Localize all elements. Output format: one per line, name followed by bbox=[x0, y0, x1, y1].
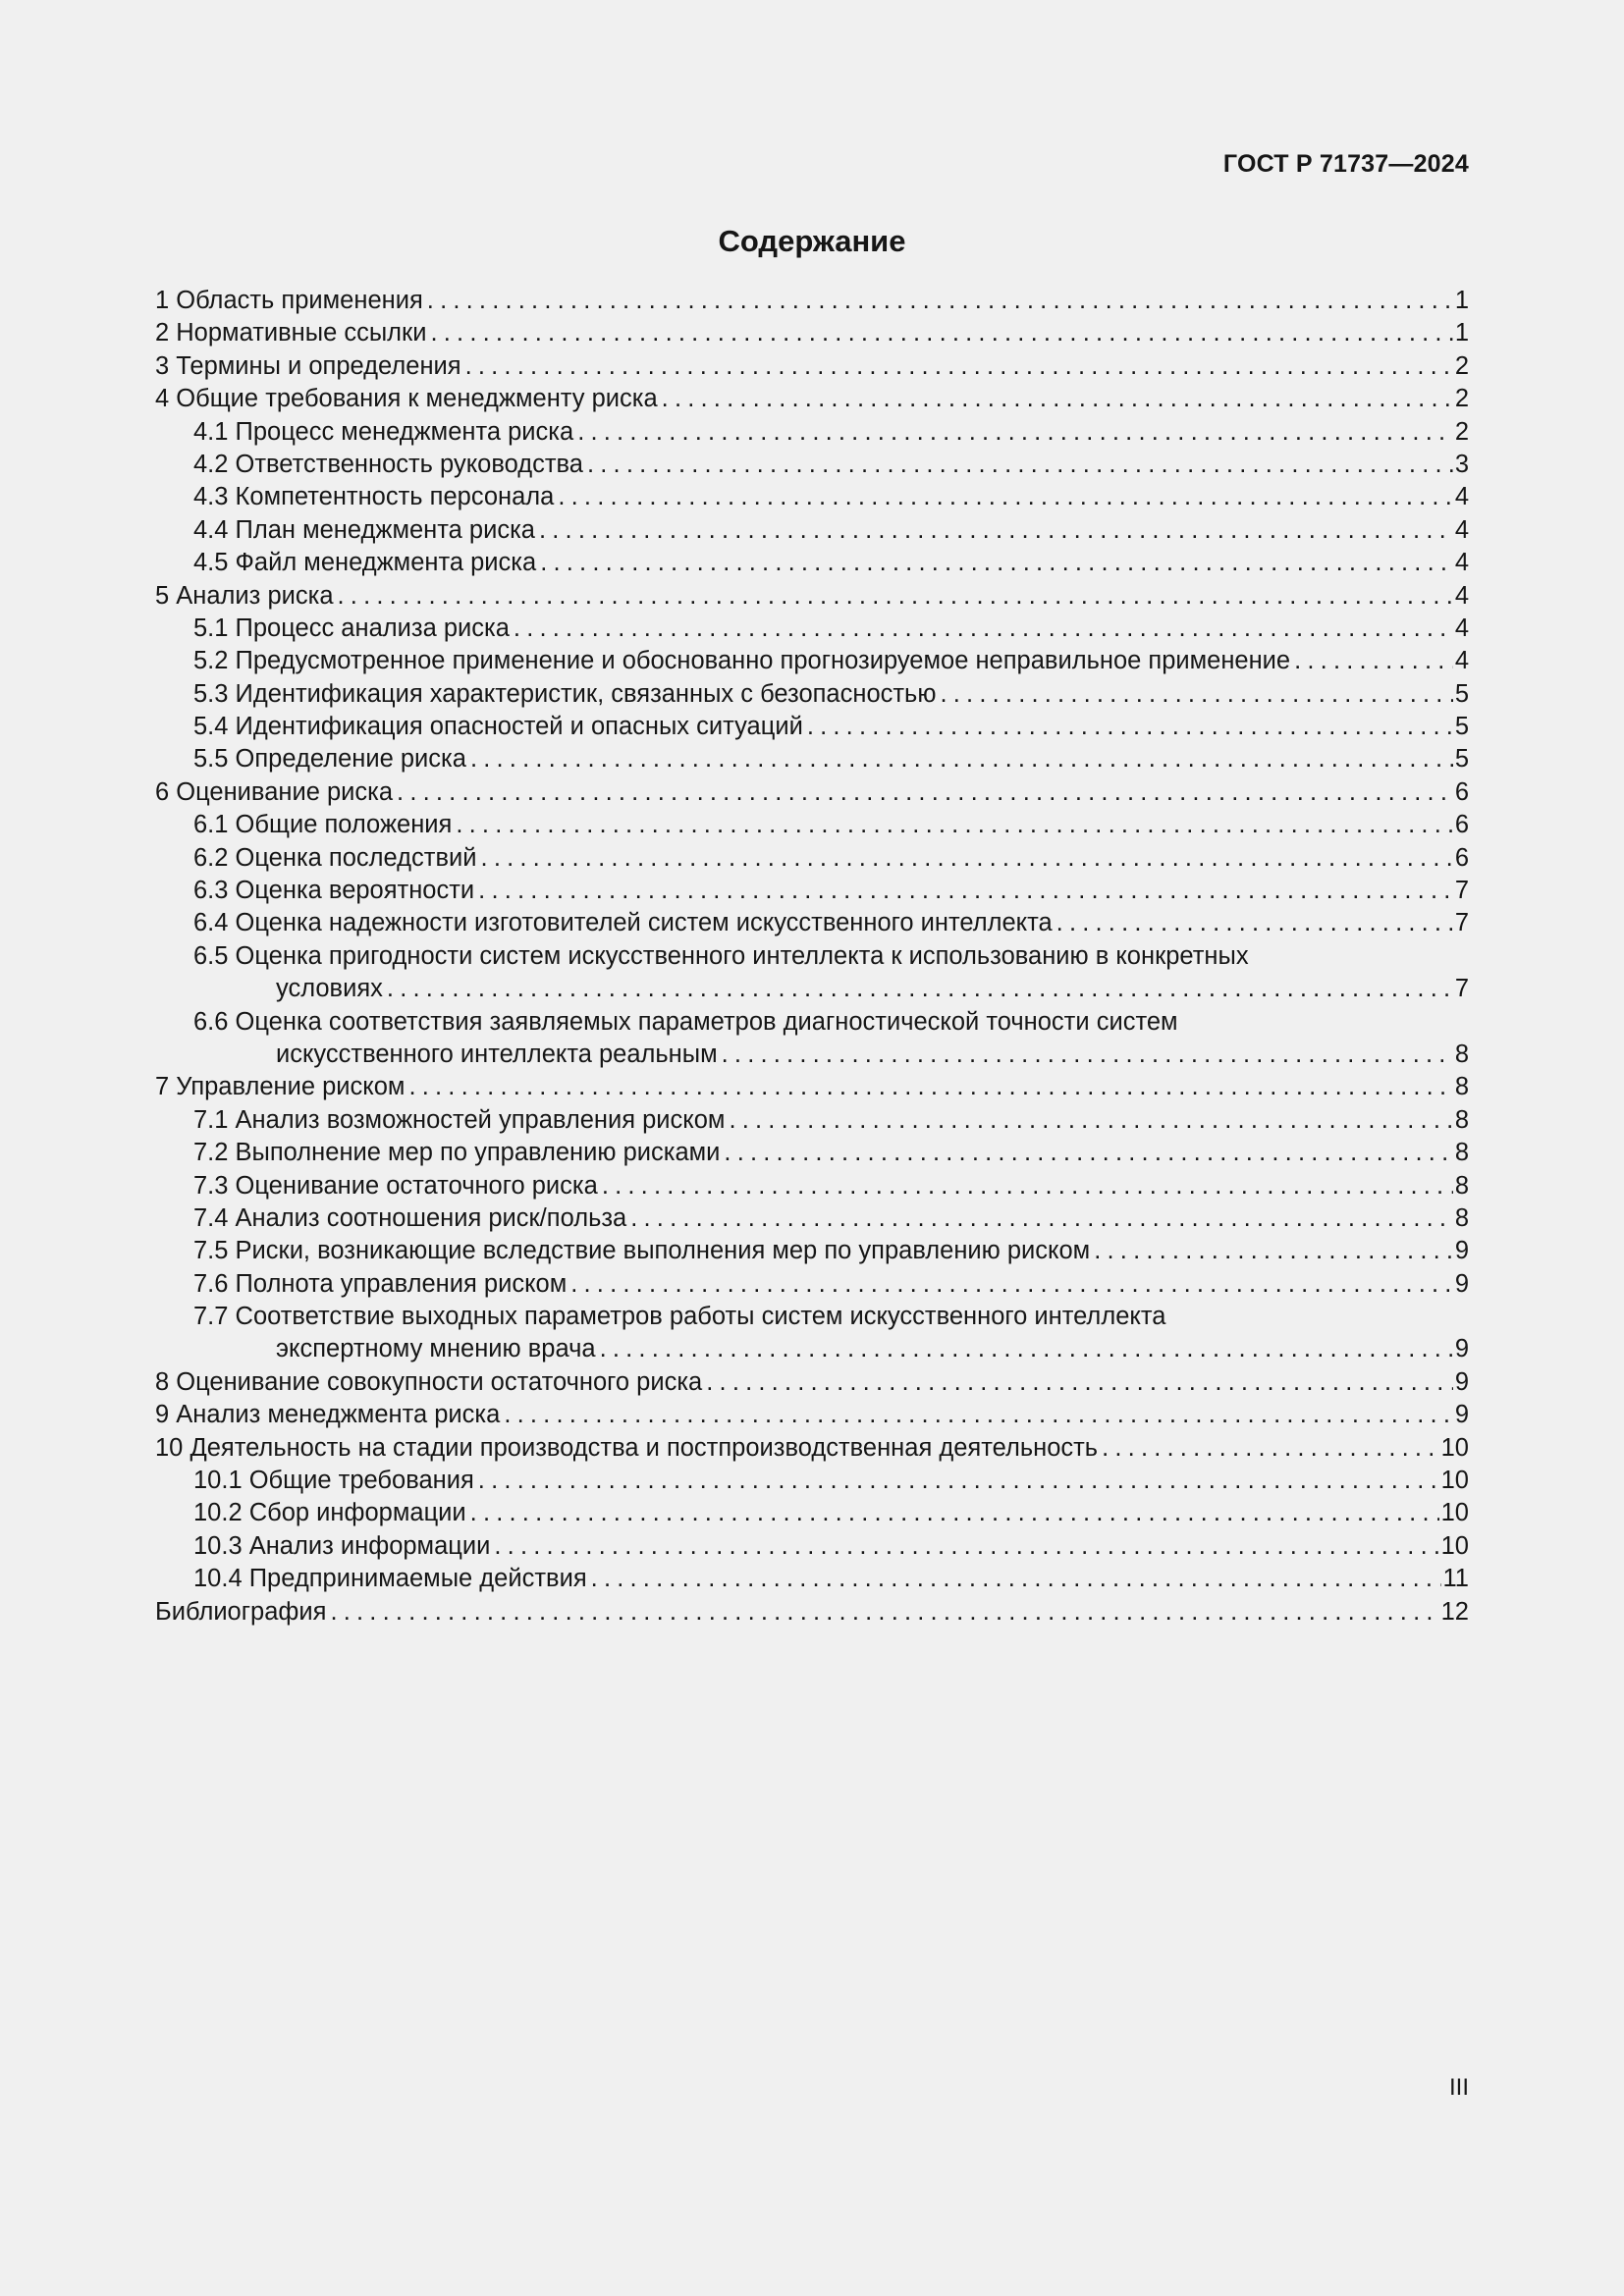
toc-entry-label: 5 Анализ риска bbox=[155, 581, 334, 610]
toc-entry-label: Библиография bbox=[155, 1597, 327, 1626]
leader-dots bbox=[456, 809, 1452, 841]
toc-entry[interactable] bbox=[155, 350, 1469, 383]
toc-entry-page: 6 bbox=[1454, 811, 1469, 839]
leader-dots bbox=[570, 1268, 1453, 1301]
toc-entry-page: 1 bbox=[1454, 286, 1469, 314]
leader-dots bbox=[722, 1039, 1453, 1071]
toc-entry-label: 4 Общие требования к менеджменту риска bbox=[155, 385, 658, 413]
toc-entry-continuation bbox=[193, 1334, 1469, 1366]
toc-entry-page: 2 bbox=[1454, 351, 1469, 380]
leader-dots bbox=[330, 1596, 1438, 1629]
toc-entry-label: 7.6 Полнота управления риском bbox=[193, 1269, 568, 1298]
toc-entry-page: 10 bbox=[1440, 1531, 1469, 1560]
toc-entry-label: 4.2 Ответственность руководства bbox=[193, 450, 583, 478]
leader-dots bbox=[427, 285, 1453, 317]
toc-entry[interactable] bbox=[155, 743, 1469, 775]
toc-entry[interactable] bbox=[155, 1432, 1469, 1465]
leader-dots bbox=[600, 1333, 1453, 1365]
toc-entry[interactable] bbox=[155, 776, 1469, 809]
toc-entry[interactable] bbox=[155, 613, 1469, 645]
toc-entry[interactable] bbox=[155, 1137, 1469, 1169]
page-number: III bbox=[1448, 2074, 1469, 2101]
toc-entry-label: 4.4 План менеджмента риска bbox=[193, 515, 535, 544]
toc-entry-label: 7.5 Риски, возникающие вследствие выполнения мер по управлению риском bbox=[193, 1237, 1091, 1265]
toc-entry-label: 5.2 Предусмотренное применение и обоснованно прогнозируемое неправильное применение bbox=[193, 647, 1291, 675]
toc-entry-page: 9 bbox=[1454, 1367, 1469, 1396]
toc-entry[interactable] bbox=[155, 678, 1469, 711]
leader-dots bbox=[478, 1465, 1439, 1497]
toc-entry[interactable] bbox=[155, 317, 1469, 349]
toc-entry-label: 8 Оценивание совокупности остаточного риска bbox=[155, 1367, 703, 1396]
toc-entry-page: 9 bbox=[1454, 1237, 1469, 1265]
toc-entry-label: 6.3 Оценка вероятности bbox=[193, 877, 475, 905]
leader-dots bbox=[338, 580, 1453, 613]
toc-entry-page: 4 bbox=[1454, 581, 1469, 610]
toc-entry-label: 7 Управление риском bbox=[155, 1073, 406, 1101]
toc-entry[interactable] bbox=[155, 1104, 1469, 1137]
document-code: ГОСТ Р 71737—2024 bbox=[1222, 150, 1469, 178]
toc-entry[interactable] bbox=[155, 1202, 1469, 1235]
toc-entry-label: 4.1 Процесс менеджмента риска bbox=[193, 417, 574, 446]
leader-dots bbox=[940, 678, 1452, 711]
toc-entry[interactable] bbox=[155, 449, 1469, 481]
toc-entry[interactable] bbox=[155, 711, 1469, 743]
toc-entry[interactable] bbox=[155, 809, 1469, 841]
toc-entry-multiline[interactable] bbox=[155, 940, 1469, 1006]
toc-entry-page: 8 bbox=[1454, 1139, 1469, 1167]
leader-dots bbox=[397, 776, 1453, 809]
toc-entry-label-line1: 6.5 Оценка пригодности систем искусственного интеллекта к использованию в конкретных bbox=[193, 941, 1249, 970]
toc-entry-label: 10.1 Общие требования bbox=[193, 1467, 474, 1495]
toc-entry[interactable] bbox=[155, 1465, 1469, 1497]
toc-entry[interactable] bbox=[155, 1268, 1469, 1301]
toc-entry-label-line2: условиях bbox=[276, 975, 383, 1003]
leader-dots bbox=[478, 875, 1453, 907]
toc-entry-label: 9 Анализ менеджмента риска bbox=[155, 1401, 501, 1429]
toc-entry[interactable] bbox=[155, 1071, 1469, 1103]
toc-entry[interactable] bbox=[155, 1235, 1469, 1267]
toc-entry-page: 8 bbox=[1454, 1073, 1469, 1101]
leader-dots bbox=[465, 350, 1453, 383]
toc-entry-page: 8 bbox=[1454, 1105, 1469, 1134]
toc-entry-label: 4.5 Файл менеджмента риска bbox=[193, 549, 537, 577]
leader-dots bbox=[504, 1399, 1452, 1431]
toc-entry[interactable] bbox=[155, 481, 1469, 513]
toc-entry[interactable] bbox=[155, 547, 1469, 579]
toc-entry-label: 2 Нормативные ссылки bbox=[155, 319, 427, 347]
leader-dots bbox=[602, 1170, 1453, 1202]
toc-entry-page: 8 bbox=[1454, 1171, 1469, 1200]
toc-entry[interactable] bbox=[155, 1366, 1469, 1399]
toc-entry-page: 8 bbox=[1454, 1040, 1469, 1068]
toc-entry-page: 4 bbox=[1454, 515, 1469, 544]
toc-entry-continuation bbox=[193, 973, 1469, 1005]
toc-entry-label: 6.4 Оценка надежности изготовителей систем искусственного интеллекта bbox=[193, 909, 1053, 937]
toc-entry-page: 7 bbox=[1454, 975, 1469, 1003]
toc-entry-page: 2 bbox=[1454, 385, 1469, 413]
toc-entry-continuation bbox=[193, 1039, 1469, 1071]
toc-entry-multiline[interactable] bbox=[155, 1301, 1469, 1366]
toc-entry-page: 2 bbox=[1454, 417, 1469, 446]
table-of-contents bbox=[155, 285, 1469, 1629]
toc-entry[interactable] bbox=[155, 1530, 1469, 1563]
leader-dots bbox=[558, 481, 1452, 513]
leader-dots bbox=[430, 317, 1452, 349]
toc-entry-label: 10.3 Анализ информации bbox=[193, 1531, 491, 1560]
toc-entry-page: 10 bbox=[1440, 1467, 1469, 1495]
leader-dots bbox=[494, 1530, 1438, 1563]
leader-dots bbox=[470, 1497, 1439, 1529]
toc-entry-label: 6.1 Общие положения bbox=[193, 811, 453, 839]
leader-dots bbox=[481, 842, 1453, 875]
leader-dots bbox=[577, 416, 1453, 449]
toc-entry-page: 9 bbox=[1454, 1335, 1469, 1363]
toc-entry-page: 4 bbox=[1454, 647, 1469, 675]
toc-entry-page: 5 bbox=[1454, 679, 1469, 708]
toc-entry-label: 7.3 Оценивание остаточного риска bbox=[193, 1171, 598, 1200]
toc-entry-label: 10.4 Предпринимаемые действия bbox=[193, 1565, 587, 1593]
toc-entry[interactable] bbox=[155, 1399, 1469, 1431]
leader-dots bbox=[387, 973, 1453, 1005]
toc-entry-page: 10 bbox=[1440, 1433, 1469, 1462]
toc-entry[interactable] bbox=[155, 1596, 1469, 1629]
toc-entry-label: 5.4 Идентификация опасностей и опасных ситуаций bbox=[193, 713, 803, 741]
toc-entry-label-line2: искусственного интеллекта реальным bbox=[276, 1040, 718, 1068]
leader-dots bbox=[724, 1137, 1452, 1169]
toc-entry-page: 5 bbox=[1454, 713, 1469, 741]
leader-dots bbox=[729, 1104, 1452, 1137]
toc-entry-page: 8 bbox=[1454, 1203, 1469, 1232]
toc-entry-page: 6 bbox=[1454, 777, 1469, 806]
leader-dots bbox=[1094, 1235, 1453, 1267]
toc-title: Содержание bbox=[718, 224, 906, 258]
toc-entry-label: 6.2 Оценка последствий bbox=[193, 843, 477, 872]
toc-entry-label: 10.2 Сбор информации bbox=[193, 1499, 466, 1527]
toc-entry-label-line1: 7.7 Соответствие выходных параметров работы систем искусственного интеллекта bbox=[193, 1303, 1166, 1331]
leader-dots bbox=[706, 1366, 1453, 1399]
toc-entry-page: 7 bbox=[1454, 909, 1469, 937]
toc-entry[interactable] bbox=[155, 842, 1469, 875]
toc-entry-page: 9 bbox=[1454, 1269, 1469, 1298]
toc-entry-page: 1 bbox=[1454, 319, 1469, 347]
leader-dots bbox=[587, 449, 1453, 481]
toc-entry-label: 5.3 Идентификация характеристик, связанных с безопасностью bbox=[193, 679, 937, 708]
toc-entry[interactable] bbox=[155, 1497, 1469, 1529]
toc-entry-page: 6 bbox=[1454, 843, 1469, 872]
toc-entry[interactable] bbox=[155, 1563, 1469, 1595]
toc-entry-label: 7.1 Анализ возможностей управления риском bbox=[193, 1105, 726, 1134]
leader-dots bbox=[540, 547, 1453, 579]
toc-entry[interactable] bbox=[155, 285, 1469, 317]
toc-entry-label-line2: экспертному мнению врача bbox=[276, 1335, 596, 1363]
toc-entry-page: 10 bbox=[1440, 1499, 1469, 1527]
toc-entry[interactable] bbox=[155, 645, 1469, 677]
toc-entry-page: 7 bbox=[1454, 877, 1469, 905]
toc-entry-label: 5.5 Определение риска bbox=[193, 745, 466, 774]
leader-dots bbox=[630, 1202, 1453, 1235]
toc-entry-page: 4 bbox=[1454, 614, 1469, 642]
toc-entry-page: 4 bbox=[1454, 483, 1469, 511]
toc-entry-page: 3 bbox=[1454, 450, 1469, 478]
toc-entry-label: 7.4 Анализ соотношения риск/польза bbox=[193, 1203, 627, 1232]
toc-entry-page: 12 bbox=[1440, 1597, 1469, 1626]
leader-dots bbox=[408, 1071, 1452, 1103]
toc-entry[interactable] bbox=[155, 416, 1469, 449]
toc-entry[interactable] bbox=[155, 875, 1469, 907]
leader-dots bbox=[514, 613, 1453, 645]
leader-dots bbox=[1056, 907, 1453, 939]
toc-entry-multiline[interactable] bbox=[155, 1006, 1469, 1072]
toc-entry-label: 6 Оценивание риска bbox=[155, 777, 394, 806]
toc-entry-page: 11 bbox=[1442, 1565, 1469, 1593]
leader-dots bbox=[807, 711, 1453, 743]
leader-dots bbox=[662, 383, 1453, 415]
leader-dots bbox=[1294, 645, 1453, 677]
toc-entry[interactable] bbox=[155, 907, 1469, 939]
toc-entry-page: 9 bbox=[1454, 1401, 1469, 1429]
toc-entry[interactable] bbox=[155, 514, 1469, 547]
leader-dots bbox=[470, 743, 1453, 775]
leader-dots bbox=[539, 514, 1453, 547]
toc-entry[interactable] bbox=[155, 580, 1469, 613]
toc-entry-label: 10 Деятельность на стадии производства и постпроизводственная деятельность bbox=[155, 1433, 1099, 1462]
toc-entry-label: 1 Область применения bbox=[155, 286, 423, 314]
toc-entry[interactable] bbox=[155, 383, 1469, 415]
toc-entry-label-line1: 6.6 Оценка соответствия заявляемых параметров диагностической точности систем bbox=[193, 1007, 1178, 1036]
toc-entry-label: 5.1 Процесс анализа риска bbox=[193, 614, 510, 642]
toc-entry-label: 7.2 Выполнение мер по управлению рисками bbox=[193, 1139, 721, 1167]
toc-entry[interactable] bbox=[155, 1170, 1469, 1202]
toc-entry-label: 4.3 Компетентность персонала bbox=[193, 483, 555, 511]
toc-entry-label: 3 Термины и определения bbox=[155, 351, 461, 380]
leader-dots bbox=[591, 1563, 1441, 1595]
toc-entry-page: 5 bbox=[1454, 745, 1469, 774]
toc-entry-page: 4 bbox=[1454, 549, 1469, 577]
leader-dots bbox=[1102, 1432, 1439, 1465]
